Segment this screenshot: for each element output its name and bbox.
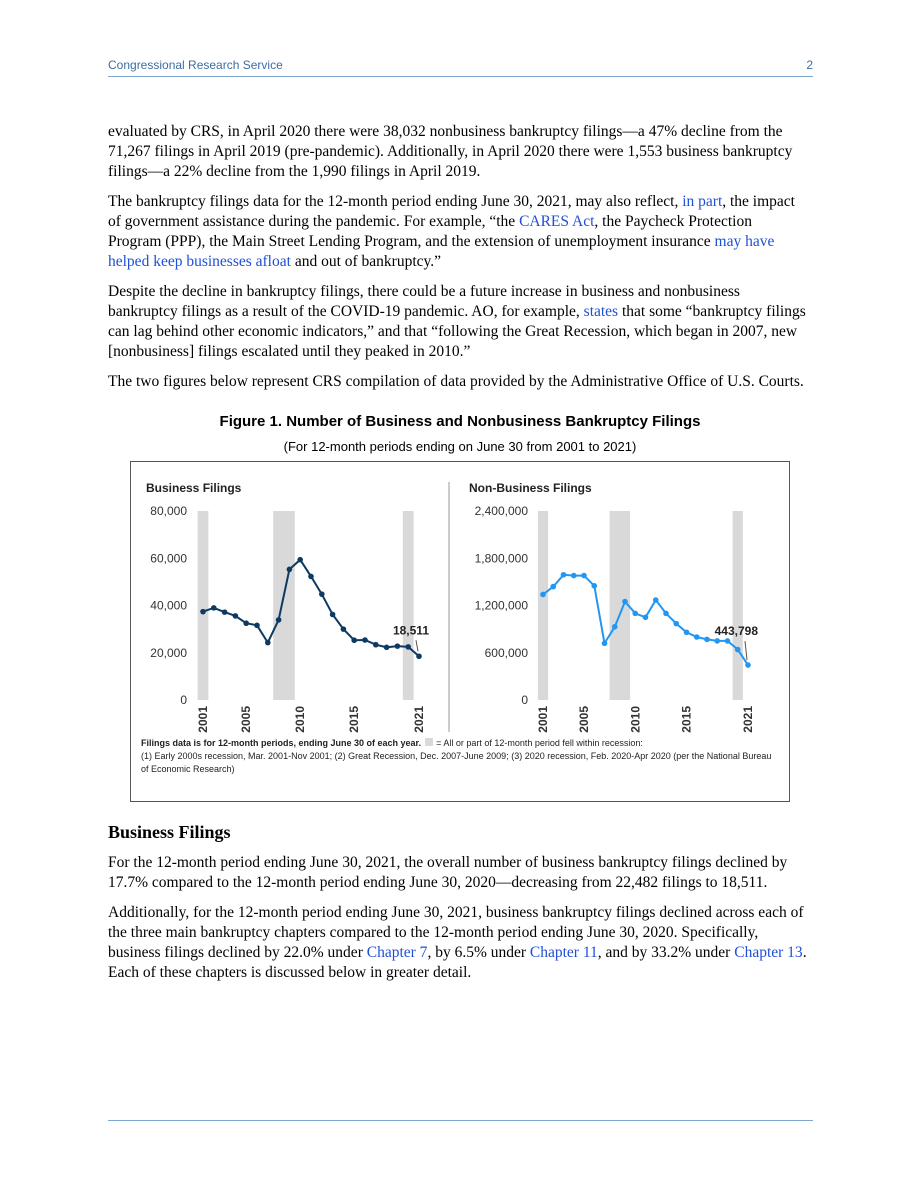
recession-band — [273, 511, 295, 700]
data-point — [341, 626, 347, 632]
y-tick-label: 40,000 — [150, 598, 187, 613]
y-tick-label: 20,000 — [150, 645, 187, 660]
figure-subtitle: (For 12-month periods ending on June 30 from 2001 to 2021) — [283, 439, 637, 454]
intro-text — [108, 122, 808, 402]
in-part-link[interactable]: in part — [682, 193, 723, 210]
chart-title: Non-Business Filings — [469, 481, 592, 495]
data-point — [287, 567, 293, 573]
data-point — [308, 574, 314, 580]
data-point — [351, 637, 357, 643]
data-point — [673, 621, 679, 627]
data-point — [714, 638, 720, 644]
data-point — [540, 592, 546, 598]
chapter-13-link[interactable]: Chapter 13 — [734, 944, 803, 961]
intro-paragraph-4: The two figures below represent CRS compilation of data provided by the Administrative Office of U.S. Courts. — [108, 373, 804, 390]
states-link[interactable]: states — [583, 303, 619, 320]
annotation-leader — [745, 641, 747, 660]
figure-note-bold: Filings data is for 12-month periods, ending June 30 of each year. — [141, 738, 422, 748]
data-point — [561, 572, 567, 578]
data-point — [297, 557, 303, 563]
data-point — [233, 613, 239, 619]
recession-band — [733, 511, 743, 700]
x-tick-label: 2015 — [347, 706, 362, 733]
data-point — [643, 615, 649, 621]
data-point — [663, 611, 669, 617]
intro-paragraph-3: Despite the decline in bankruptcy filings, there could be a future increase in business and nonbusiness bankruptcy filings as a result of the COVID-19 pandemic. AO, for example, states that some “bankruptcy filings can lag behind other economic indicators,” and that “following the Great Recession, which began in 2007, new [nonbusiness] filings escalated until they peaked in 2010.” — [108, 283, 806, 360]
recession-band — [610, 511, 631, 700]
data-point — [622, 599, 628, 605]
annotation-leader — [416, 640, 418, 651]
data-point — [725, 638, 731, 644]
figure-note-legend: = All or part of 12-month period fell within recession: — [436, 738, 643, 748]
header-rule — [108, 76, 813, 77]
header-title: Congressional Research Service — [108, 58, 283, 72]
y-tick-label: 2,400,000 — [474, 504, 528, 518]
x-tick-label: 2015 — [679, 706, 694, 733]
data-point — [254, 623, 260, 629]
cares-act-link[interactable]: CARES Act — [519, 213, 595, 230]
intro-paragraph-2: The bankruptcy filings data for the 12-month period ending June 30, 2021, may also reflect, in part, the impact of government assistance during the pandemic. For example, “the CARES Act, the Paycheck Protection Program (PPP), the Main Street Lending Program, and the extension of unemployment insurance may have helped keep businesses afloat and out of bankruptcy.” — [108, 193, 795, 270]
y-tick-label: 1,800,000 — [474, 551, 528, 566]
data-point — [571, 573, 577, 579]
data-label: 18,511 — [392, 623, 429, 638]
data-point — [362, 637, 368, 643]
data-point — [395, 643, 401, 649]
y-tick-label: 0 — [180, 693, 187, 707]
data-point — [384, 645, 390, 651]
data-point — [735, 647, 741, 653]
data-point — [243, 620, 249, 626]
data-point — [373, 642, 379, 648]
data-point — [405, 644, 411, 650]
figure-note-rest: (1) Early 2000s recession, Mar. 2001-Nov 2001; (2) Great Recession, Dec. 2007-June 2009; (3) 2020 recession, Feb. 2020-Apr 2020 (per the National Bureau of Economic Research) — [141, 751, 772, 774]
data-point — [211, 605, 217, 611]
data-point — [319, 591, 325, 597]
chapter-11-link[interactable]: Chapter 11 — [529, 944, 598, 961]
data-point — [612, 624, 618, 630]
y-tick-label: 60,000 — [150, 551, 187, 566]
data-point — [416, 653, 422, 659]
data-point — [222, 609, 228, 615]
data-label: 443,798 — [714, 624, 758, 639]
chapter-7-link[interactable]: Chapter 7 — [366, 944, 428, 961]
figure-title: Figure 1. Number of Business and Nonbusiness Bankruptcy Filings — [219, 413, 701, 430]
x-tick-label: 2010 — [628, 706, 643, 733]
data-point — [704, 637, 710, 643]
data-point — [200, 609, 206, 615]
figure-note — [141, 737, 781, 776]
y-tick-label: 0 — [521, 693, 528, 707]
x-tick-label: 2001 — [536, 706, 550, 733]
data-point — [591, 583, 597, 589]
x-tick-label: 2005 — [239, 706, 254, 733]
businesses-afloat-link[interactable]: may have helped keep businesses afloat — [108, 233, 775, 270]
x-tick-label: 2021 — [741, 706, 755, 733]
x-tick-label: 2005 — [577, 706, 591, 733]
y-tick-label: 80,000 — [150, 504, 187, 518]
data-point — [745, 662, 751, 668]
x-tick-label: 2021 — [412, 706, 426, 733]
data-point — [694, 634, 700, 640]
recession-legend-swatch — [425, 738, 433, 746]
y-tick-label: 1,200,000 — [474, 598, 528, 613]
data-point — [602, 641, 608, 647]
page-number: 2 — [806, 58, 813, 72]
section-title: Business Filings — [108, 822, 231, 842]
data-point — [632, 611, 638, 617]
x-tick-label: 2001 — [196, 706, 210, 733]
section-text — [108, 853, 808, 993]
y-tick-label: 600,000 — [484, 645, 528, 660]
data-point — [330, 612, 336, 618]
recession-band — [403, 511, 414, 700]
figure-box — [130, 461, 790, 802]
data-point — [265, 640, 271, 646]
chart-title: Business Filings — [146, 481, 242, 495]
recession-band — [198, 511, 209, 700]
data-point — [653, 597, 659, 603]
data-point — [581, 573, 587, 579]
data-point — [276, 617, 282, 623]
data-point — [684, 629, 690, 635]
section-paragraph-1: For the 12-month period ending June 30, 2021, the overall number of business bankruptcy filings declined by 17.7% compared to the 12-month period ending June 30, 2020—decreasing from 22,482 filings to 18,511. — [108, 854, 788, 891]
section-paragraph-2: Additionally, for the 12-month period ending June 30, 2021, business bankruptcy filings declined across each of the three main bankruptcy chapters compared to the 12-month period ending June 30, 2020. Specifically, business filings declined by 22.0% under Chapter 7, by 6.5% under Chapter 11, and by 33.2% under Chapter 13. Each of these chapters is discussed below in greater detail. — [108, 904, 807, 981]
recession-band — [538, 511, 548, 700]
intro-paragraph-1: evaluated by CRS, in April 2020 there were 38,032 nonbusiness bankruptcy filings—a 47% decline from the 71,267 filings in April 2019 (pre-pandemic). Additionally, in April 2020 there were 1,553 business bankruptcy filings—a 22% decline from the 1,990 filings in April 2019. — [108, 123, 793, 180]
data-point — [550, 584, 556, 590]
x-tick-label: 2010 — [293, 706, 308, 733]
page-header — [108, 58, 813, 78]
footer-rule — [108, 1120, 813, 1121]
